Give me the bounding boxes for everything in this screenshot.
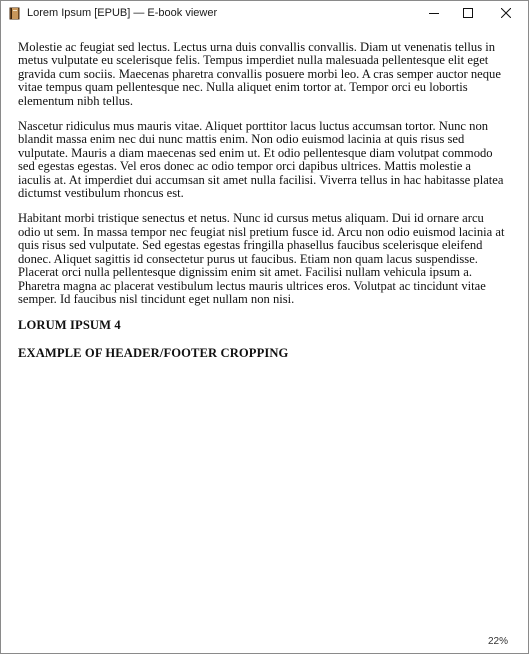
book-icon [9,7,21,20]
chapter-heading: LORUM IPSUM 4 [18,318,121,333]
book-content[interactable] [18,41,506,374]
minimize-button[interactable] [417,1,451,27]
close-button[interactable] [489,1,523,27]
paragraph: Habitant morbi tristique senectus et netus. Nunc id cursus metus aliquam. Dui id ornare arcu odio ut sem. In massa tempor nec feugiat nisl pretium fusce id. Arcu non odio euismod lacinia at quis risus sed vulputate. Sed egestas egestas fringilla phasellus faucibus scelerisque eleifend donec. Aliquet sagittis id consectetur purus ut faucibus. Etiam non quam lacus suspendisse. Placerat orci nulla pellentesque dignissim enim sit amet. Facilisi nullam vehicula ipsum a. Pharetra magna ac placerat vestibulum lectus mauris ultrices eros. Volutpat ac tincidunt vitae semper. Id faucibus nisl tincidunt eget nullam non nisi. [18,211,505,306]
paragraph: Nascetur ridiculus mus mauris vitae. Aliquet porttitor lacus luctus accumsan tortor. Nunc non blandit massa enim nec dui nunc mattis enim. Non odio euismod lacinia at quis risus sed vulputate. Mauris a diam maecenas sed enim ut. Et odio pellentesque diam volutpat commodo sed egestas egestas. Vel eros donec ac odio tempor orci dapibus ultrices. Mattis molestie a iaculis at. At imperdiet dui accumsan sit amet nulla facilisi. Viverra tellus in hac habitasse platea dictumst vestibulum rhoncus est. [18,119,504,201]
reading-progress-indicator: 22% [487,636,508,647]
minimize-icon [429,5,439,23]
title-bar[interactable] [1,1,528,27]
maximize-button[interactable] [451,1,485,27]
window-title: Lorem Ipsum [EPUB] — E-book viewer [27,7,218,19]
paragraph: Molestie ac feugiat sed lectus. Lectus urna duis convallis convallis. Diam ut venenatis tellus in metus vulputate eu scelerisque felis. Tempus imperdiet nulla malesuada pellentesque elit eget gravida cum sociis. Maecenas pharetra convallis posuere morbi leo. A cras semper auctor neque vitae tempus quam pellentesque nec. Nulla aliquet enim tortor at. Tempor orci eu lobortis elementum nibh tellus. [18,40,501,108]
maximize-icon [463,5,473,23]
close-icon [501,5,511,23]
section-heading: EXAMPLE OF HEADER/FOOTER CROPPING [18,346,289,361]
